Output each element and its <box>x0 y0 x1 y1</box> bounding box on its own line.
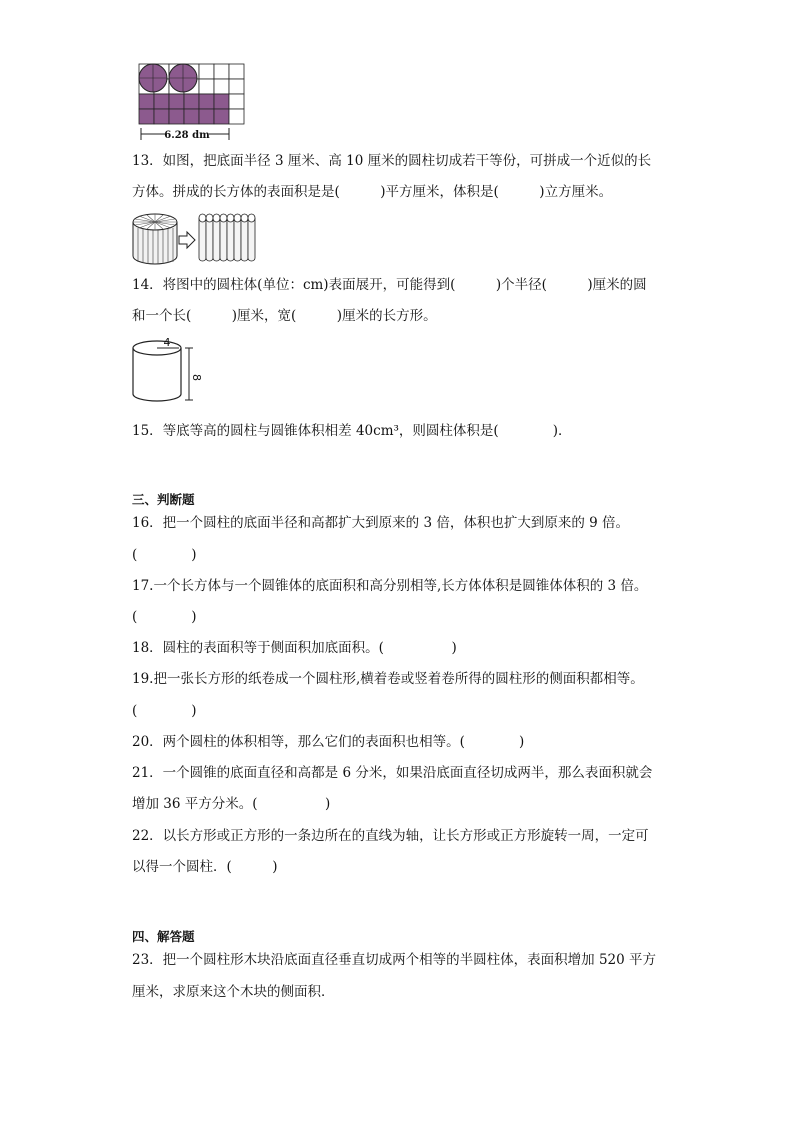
cylinder-slab <box>220 218 227 261</box>
cylinder-slab-top <box>213 214 220 222</box>
q19-line2: ( ) <box>132 703 197 719</box>
q20-line1: 20．两个圆柱的体积相等，那么它们的表面积也相等。( ) <box>132 734 525 750</box>
q14-line1: 14．将图中的圆柱体(单位：cm)表面展开，可能得到( )个半径( )厘米的圆 <box>132 277 647 293</box>
q17-line2: ( ) <box>132 609 197 625</box>
grid-cell <box>199 64 214 79</box>
section3-title: 三、判断题 <box>132 492 195 507</box>
q21-line1: 21．一个圆锥的底面直径和高都是 6 分米，如果沿底面直径切成两半，那么表面积就会 <box>132 765 653 781</box>
q16-line2: ( ) <box>132 547 197 563</box>
cylinder-slab-top <box>220 214 227 222</box>
q13-line1: 13．如图，把底面半径 3 厘米、高 10 厘米的圆柱切成若干等份，可拼成一个近似的长 <box>132 153 652 169</box>
q13-line2: 方体。拼成的长方体的表面积是是( )平方厘米，体积是( )立方厘米。 <box>132 184 613 200</box>
q15-line1: 15．等底等高的圆柱与圆锥体积相差 40cm³，则圆柱体积是( )． <box>132 423 572 439</box>
cylinder-slab <box>234 218 241 261</box>
cylinder-slab-top <box>234 214 241 222</box>
grid-cell-filled <box>199 109 214 124</box>
q14-line2: 和一个长( )厘米，宽( )厘米的长方形。 <box>132 308 437 324</box>
cylinder-dim-figure <box>131 338 211 404</box>
q17-line1: 17.一个长方体与一个圆锥体的底面积和高分别相等,长方体体积是圆锥体体积的 3 倍。 <box>132 578 648 594</box>
grid-figure <box>137 62 247 142</box>
cylinder-slab-top <box>206 214 213 222</box>
cylinder-slab-top <box>199 214 206 222</box>
grid-cell-filled <box>154 109 169 124</box>
grid-dim-label: 6.28 dm <box>164 130 210 141</box>
q22-line1: 22．以长方形或正方形的一条边所在的直线为轴，让长方形或正方形旋转一周，一定可 <box>132 828 649 844</box>
cylinder-height-label: 8 <box>190 374 203 381</box>
cylinder-slab <box>227 218 234 261</box>
cylinder-cut-figure <box>131 210 261 266</box>
grid-cell-filled <box>154 94 169 109</box>
cylinder-slab <box>206 218 213 261</box>
cylinder-slab <box>248 218 255 261</box>
cylinder-slab-top <box>241 214 248 222</box>
cylinder-slab <box>213 218 220 261</box>
grid-cell-filled <box>184 109 199 124</box>
grid-cell-filled <box>184 94 199 109</box>
grid-cell <box>199 79 214 94</box>
grid-cell-filled <box>214 94 229 109</box>
q16-line1: 16．把一个圆柱的底面半径和高都扩大到原来的 3 倍，体积也扩大到原来的 9 倍。 <box>132 515 630 531</box>
cylinder-slab <box>199 218 206 261</box>
q21-line2: 增加 36 平方分米。( ) <box>132 796 331 812</box>
transform-arrow-icon <box>179 232 195 248</box>
cylinder-slab-top <box>227 214 234 222</box>
cylinder-slab-top <box>248 214 255 222</box>
q23-line2: 厘米，求原来这个木块的侧面积． <box>132 984 335 1000</box>
grid-cell-filled <box>199 94 214 109</box>
grid-cell-filled <box>169 109 184 124</box>
q23-line1: 23．把一个圆柱形木块沿底面直径垂直切成两个相等的半圆柱体，表面积增加 520 平方 <box>132 952 657 968</box>
grid-cell <box>229 79 244 94</box>
cylinder-slab <box>241 218 248 261</box>
q19-line1: 19.把一张长方形的纸卷成一个圆柱形,横着卷或竖着卷所得的圆柱形的侧面积都相等。 <box>132 671 644 687</box>
q18-line1: 18．圆柱的表面积等于侧面积加底面积。( ) <box>132 640 457 656</box>
grid-cell <box>229 64 244 79</box>
grid-cell <box>229 109 244 124</box>
section4-title: 四、解答题 <box>132 929 195 944</box>
grid-cell <box>214 79 229 94</box>
grid-cell-filled <box>139 109 154 124</box>
grid-cell <box>229 94 244 109</box>
cylinder-radius-label: 4 <box>163 336 171 349</box>
grid-cell-filled <box>139 94 154 109</box>
grid-cell-filled <box>214 109 229 124</box>
q22-line2: 以得一个圆柱．( ) <box>132 859 278 875</box>
grid-cell-filled <box>169 94 184 109</box>
grid-cell <box>214 64 229 79</box>
